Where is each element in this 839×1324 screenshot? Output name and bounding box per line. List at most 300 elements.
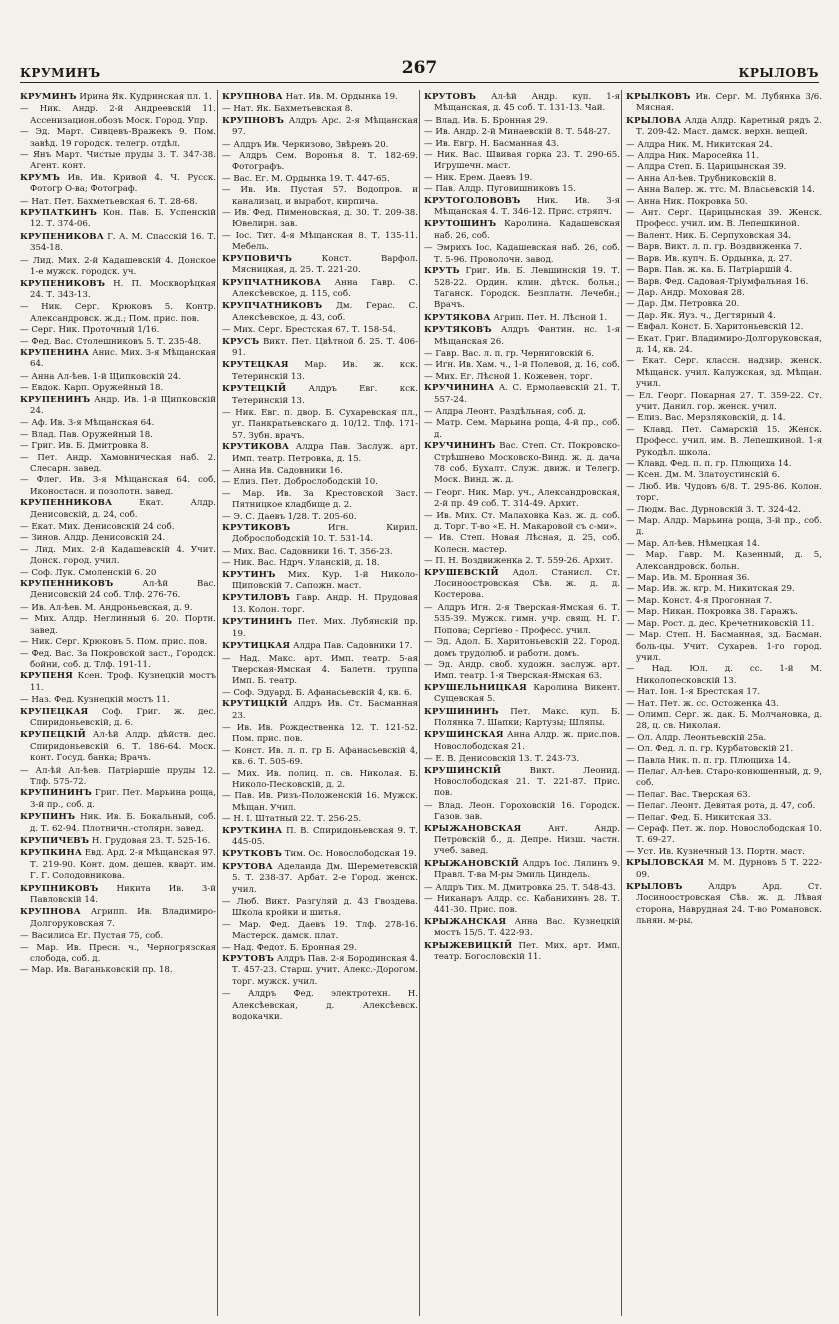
directory-entry [20,884,216,907]
directory-subentry: — Мар. Алдр. Марьина роща, 3-й пр., соб. д. [626,516,822,539]
directory-subentry: — Мих. Ив. полиц. п. св. Николая. Б. Николо-Песковскій, д. 2. [222,769,418,792]
entry-text: Алдръ Евг. кск. Тетеринскій 13. [232,384,418,406]
column-3 [424,92,620,1316]
surname: КРУПНОВА [222,92,283,102]
directory-subentry: — Алдръ Игн. 2-я Тверская-Ямская 6. Т. 535-39. Мужск. гимн. учр. свящ. Н. Г. Попова; Сергіево - Професс. учил. [424,603,620,637]
directory-entry [424,707,620,730]
directory-subentry: — Гавр. Вас. л. п. гр. Черниговскій 6. [424,349,620,360]
entry-text: Григ. Пет. Марьина роща, 3-й пр., соб. д. [30,788,216,810]
directory-subentry: — Мар. Ив. Пресн. ч., Черногрязская слобода, соб. д. [20,943,216,966]
running-head-right: КРЫЛОВЪ [738,66,819,80]
surname: КРУТИНИНЪ [222,617,293,628]
entry-text: Конст. Варфол. Мясницкая, д. 25. Т. 221-20. [232,253,418,276]
entry-text: Викт. Пет. Цвѣтной б. 25. Т. 406-91. [232,336,418,358]
surname: КРУШИНСКАЯ [424,730,504,741]
directory-subentry: — Соф. Лук. Смоленскій 6. 20 [20,568,216,579]
directory-subentry: — Мар. Ал-ѣев. Нѣмецкая 14. [626,539,822,550]
surname: КРУТЕЦКІЙ [222,384,287,395]
directory-entry [222,617,418,640]
surname: КРУПЕЦКАЯ [20,706,89,717]
directory-subentry: — Клавд. Пет. Самарскій 15. Женск. Професс. учил. им. В. Лепешкиной. 1-я Рукодѣл. школа. [626,425,822,459]
entry-text: Викт. Леонид. Новослободская 21. Т. 221-87. Прис. пов. [434,765,620,799]
directory-subentry: — Алдра Леонт. Раздѣльная, соб. д. [424,407,620,418]
directory-entry [626,92,822,115]
directory-subentry: — Люб. Викт. Разгуляй д. 43 Гвоздева. Школа кройки и шитья. [222,897,418,920]
directory-entry [424,383,620,406]
entry-text: Анна Вас. Кузнецкій мостъ 15/5. Т. 422-93. [434,916,620,939]
entry-text: Алдръ Ард. Ст. Лосиноостровская Сѣв. ж. д. Лѣвая сторона, Наврудная 24. Т-во Романовск. льнян. м-ры. [636,882,822,927]
directory-entry [20,836,216,847]
entry-text: Нат. Ив. М. Ордынка 19. [282,92,398,102]
surname: КРЫЖАНОВСКАЯ [424,823,522,834]
directory-subentry: — Наз. Фед. Кузнецкій мостъ 11. [20,695,216,706]
directory-subentry: — Мар. Степ. Н. Басманная, зд. Басман. боль-цы. Учит. Сухарев. 1-го город. учил. [626,630,822,664]
directory-subentry: — Янъ Март. Чистые пруды 3. Т. 347-38. Агент. конт. [20,150,216,173]
directory-entry [20,671,216,694]
directory-subentry: — Анна Валер. ж. ттс. М. Власьевскій 14. [626,185,822,196]
directory-entry [222,862,418,896]
surname: КРУСЪ [222,336,260,347]
surname: КРУШИНИНЪ [424,706,499,717]
directory-entry [222,92,418,103]
directory-subentry: — Анна Ник. Покровка 50. [626,197,822,208]
entry-text: Алдра Пав. Садовники 17. [290,641,413,652]
directory-subentry: — Фед. Вас. Столешниковъ 5. Т. 235-48. [20,337,216,348]
entry-text: Агрип. Пет. Н. Лѣсной 1. [490,312,608,323]
directory-subentry: — Варв. Викт. л. п. гр. Воздвиженка 7. [626,242,822,253]
directory-subentry: — Ант. Серг. Царицынская 39. Женск. Професс. учил. им. В. Лепешкиной. [626,208,822,231]
surname: КРУШИНСКІЙ [424,765,502,776]
directory-entry [20,498,216,521]
directory-subentry: — Мар. Ив. М. Бронная 36. [626,573,822,584]
surname: КРЫЛКОВЪ [626,92,691,102]
entry-text: Агрипп. Ив. Владимиро-Долгоруковская 7. [30,907,216,929]
directory-entry [222,593,418,616]
directory-entry [222,337,418,360]
directory-subentry: — Георг. Ник. Мар. уч., Александровская, 2-й пр. 49 соб. Т. 314-49. Архит. [424,488,620,511]
entry-text: Адол. Станисл. Ст. Лосиноостровская Сѣв. ж. д. д. Костерова. [434,567,620,601]
directory-subentry: — Григ. Ив. Б. Дмитровка 8. [20,441,216,452]
entry-text: Каролина Викент. Сущевская 5. [434,682,620,705]
surname: КРУПЕННИКОВЪ [20,579,114,590]
directory-subentry: — Зинов. Алдр. Денисовскій 24. [20,533,216,544]
directory-subentry: — Мар. Никан. Покровка 38. Гаражъ. [626,607,822,618]
entry-text: Г. А. М. Спасскій 16. Т. 354-18. [30,231,216,254]
surname: КРУТИЦКІЙ [222,699,288,710]
running-head-left: КРУМИНЪ [20,66,101,80]
directory-entry [20,730,216,764]
entry-text: Алдръ Іос. Лялинъ 9. Правл. Т-ва М-ры Эмиль Циндель. [434,858,620,881]
surname: КРУПНОВЪ [222,115,285,126]
directory-entry [20,788,216,811]
directory-entry [222,278,418,301]
directory-subentry: — Варв. Пав. ж. ка. Б. Патріаршій 4. [626,265,822,276]
entry-text: Евд. Ард. 2-я Мѣщанская 97. Т. 219-90. Конт. дом. дешев. кварт. им. Г. Г. Солодовникова. [30,848,216,882]
directory-entry [20,707,216,730]
surname: КРУТИЛОВЪ [222,593,291,604]
directory-subentry: — Пелаг. Вас. Тверская 63. [626,790,822,801]
directory-subentry: — Ив. Ив. Рождественка 12. Т. 121-52. Пом. прис. пов. [222,723,418,746]
surname: КРУПНИКОВЪ [20,883,99,894]
surname: КРУМЪ [20,172,60,183]
directory-subentry: — Сераф. Пет. ж. пор. Новослободская 10. Т. 69-27. [626,824,822,847]
directory-entry [424,683,620,706]
directory-subentry: — Ив. Степ. Новая Лѣсная, д. 25, соб. Колесн. мастер. [424,533,620,556]
directory-subentry: — Ел. Георг. Покарная 27. Т. 359-22. Ст. учит. Данил. гор. женск. учил. [626,391,822,414]
directory-subentry: — Люб. Ив. Чудовъ 6/8. Т. 295-86. Колон. торг. [626,482,822,505]
surname: КРУПЕНИНЪ [20,394,91,405]
directory-subentry: — Уст. Ив. Кузнечный 13. Портн. маст. [626,847,822,858]
directory-entry [222,442,418,465]
directory-subentry: — Ив. Ив. Пустая 57. Водопров. и канализац. и выработ. кирпича. [222,185,418,208]
directory-subentry: — Ив. Андр. 2-й Минаевскій 8. Т. 548-27. [424,127,620,138]
directory-subentry: — Мар. Гавр. М. Казенный, д. 5, Александровск. больн. [626,550,822,573]
entry-text: Аделаида Дм. Шереметевскій 5. Т. 238-37. Арбат. 2-е Город. женск. учил. [232,861,418,895]
directory-subentry: — Эд. Адол. Б. Харитоньевскій 22. Город. домъ трудолюб. и работн. домъ. [424,637,620,660]
directory-subentry: — Іос. Тит. 4-я Мѣщанская 8. Т. 135-11. Мебель. [222,231,418,254]
directory-entry [20,579,216,602]
directory-subentry: — Ник. Серг. Крюковъ 5. Контр. Александровск. ж.д.; Пом. прис. пов. [20,302,216,325]
directory-subentry: — Никанаръ Алдр. сс. Кабанихинъ 28. Т. 441-30. Прис. пов. [424,894,620,917]
entry-text: Ирина Як. Кудринская пл. 1. [76,92,212,102]
directory-subentry: — Дар. Як. Яуз. ч., Дегтярный 4. [626,311,822,322]
surname: КРУТИЦКАЯ [222,641,291,652]
directory-subentry: — Пелаг. Фед. Б. Никитская 33. [626,813,822,824]
surname: КРУТОГОЛОВОВЪ [424,195,521,206]
entry-text: Дм. Герас. С. Алексѣевское, д. 43, соб. [232,301,418,323]
directory-entry [626,858,822,881]
directory-subentry: — Ник. Вас. Швивая горка 23. Т. 290-65. Игрушечн. маст. [424,150,620,173]
directory-subentry: — Вас. Ег. М. Ордынка 19. Т. 447-65. [222,174,418,185]
surname: КРУТЕЦКАЯ [222,360,289,371]
entry-text: Н. П. Москворѣцкая 24. Т. 343-13. [30,278,216,300]
directory-subentry: — Фед. Вас. За Покровской заст., Городск. бойни, соб. д. Тлф. 191-11. [20,649,216,672]
surname: КРУПНОВА [20,907,81,918]
entry-text: Ксен. Троф. Кузнецкій мостъ 11. [30,671,216,693]
directory-subentry: — Лид. Мих. 2-й Кадашевскій 4. Учит. Донск. город. учил. [20,545,216,568]
directory-subentry: — Мих. Ег. Лѣсной 1. Кожевен. торг. [424,372,620,383]
entry-text: Ив. Серг. М. Лубянка 3/6. Мясная. [636,92,822,114]
directory-entry [222,849,418,860]
directory-subentry: — Мар. Ив. За Крестовской Заст. Пятницкое кладбище д. 2. [222,489,418,512]
entry-text: Н. Грудовая 23. Т. 525-16. [89,836,211,846]
directory-subentry: — Нат. Пет. Бахметьевская 6. Т. 28-68. [20,197,216,208]
entry-text: М. М. Дурновъ 5 Т. 222-09. [636,858,822,880]
directory-entry [20,173,216,196]
directory-subentry: — Алдра Степ. Б. Царицынская 39. [626,162,822,173]
directory-subentry: — Алдра Ник. Маросейка 11. [626,151,822,162]
column-divider [621,90,622,1316]
directory-entry [424,941,620,964]
directory-subentry: — Дар. Дм. Петровка 20. [626,299,822,310]
entry-text: Ал-ѣй Алдр. дѣйств. дес. Спиридоньевскій 6. Т. 186-64. Моск. конт. Госуд. банка; Врачъ. [30,730,216,764]
entry-text: Ник. Ив. 3-я Мѣщанская 4. Т. 346-12. Прис. стряпч. [434,195,620,218]
entry-text: Ив. Ив. Кривой 4. Ч. Русск. Фотогр О-ва; Фотограф. [30,172,216,195]
surname: КРУТИКОВА [222,442,290,453]
surname: КРУЧИНИНЪ [424,441,496,452]
directory-subentry: — Алдръ Тих. М. Дмитровка 25. Т. 548-43. [424,883,620,894]
directory-subentry: — Нат. Пет. ж. сс. Остоженка 43. [626,699,822,710]
directory-subentry: — Мих. Вас. Садовники 16. Т. 356-23. [222,547,418,558]
directory-subentry: — Нат. Як. Бахметьевская 8. [222,104,418,115]
directory-subentry: — Елиз. Вас. Мерзляковскій, д. 14. [626,413,822,424]
directory-entry [20,848,216,882]
entry-text: Тим. Ос. Новослободская 19. [282,849,417,860]
directory-subentry: — Соф. Эдуард. Б. Афанасьевскій 4, кв. 6. [222,688,418,699]
surname: КРУТКИНА [222,825,283,836]
entry-text: Ант. Андр. Петровскій б., д. Депре. Низш. частн. учеб. завед. [434,823,620,857]
entry-text: Григ. Ив. Б. Левшинскій 19. Т. 528-22. Ордин. клин. дѣтск. больн.; Таганск. Городск. Безплатн. Лечебн.; Врачъ. [434,266,620,311]
directory-subentry: — Эд. Март. Сивцевъ-Вражекъ 9. Пом. завѣд. 19 городск. телегр. отдѣл. [20,127,216,150]
directory-subentry: — Варв. Фед. Садовая-Тріумфальная 16. [626,277,822,288]
directory-subentry: — Алдръ Сем. Воронья 8. Т. 182-69. Фотографъ. [222,151,418,174]
directory-entry [20,348,216,371]
directory-subentry: — Пав. Ив. Ризъ-Положенскій 16. Мужск. Мѣщан. Учил. [222,791,418,814]
surname: КРЫЖАНСКАЯ [424,916,507,927]
directory-subentry: — Пав. Алдр. Пуговишниковъ 15. [424,184,620,195]
directory-subentry: — Ник. Евг. п. двор. Б. Сухаревская пл., уг. Панкратьевскаго д. 10/12. Тлф. 171-57. Зубн. врачъ. [222,408,418,442]
directory-subentry: — Василиса Ег. Пустая 75, соб. [20,931,216,942]
surname: КРУТКОВЪ [222,849,283,860]
directory-subentry: — Пелаг. Леонт. Девятая рота, д. 47, соб. [626,801,822,812]
directory-subentry: — Павла Ник. п. п. гр. Плющиха 14. [626,756,822,767]
entry-text: Игн. Кирил. Доброслободскій 10. Т. 531-14. [232,523,418,545]
directory-entry [424,766,620,800]
directory-entry [222,301,418,324]
directory-subentry: — Ал-ѣй Ал-ѣев. Патріаршіе пруды 12. Тлф. 575-72. [20,766,216,789]
directory-subentry: — Ксен. Дм. М. Златоустинскій 6. [626,470,822,481]
directory-subentry: — Ник. Ерем. Даевъ 19. [424,173,620,184]
column-2 [222,92,418,1316]
directory-subentry: — Пет. Андр. Хамовническая наб. 2. Слесарн. завед. [20,453,216,476]
entry-text: Ал-ѣй Вас. Денисовскій 24 соб. Тлф. 276-76. [30,579,216,601]
directory-entry [424,824,620,858]
directory-subentry: — Мар. Ив. Ваганьковскій пр. 18. [20,965,216,976]
directory-subentry: — Лид. Мих. 2-й Кадашевскій 4. Донское 1-е мужск. городск. уч. [20,256,216,279]
surname: КРУПОВИЧЪ [222,253,293,264]
directory-entry [424,92,620,115]
surname: КРЫЖЕВИЦКІЙ [424,940,513,951]
directory-entry [222,570,418,593]
directory-entry [424,441,620,487]
surname: КРУПЧАТНИКОВА [222,277,322,288]
surname: КРУТОВЪ [424,92,477,102]
column-divider [217,90,218,1316]
directory-subentry: — Анна Ив. Садовники 16. [222,466,418,477]
directory-entry [222,699,418,722]
directory-subentry: — Ник. Вас. Ндрч. Уланскій, д. 18. [222,558,418,569]
entry-text: Никита Ив. 3-й Павловскій 14. [30,883,216,906]
directory-entry [20,907,216,930]
surname: КРУТИНЪ [222,569,276,580]
surname: КРУТИКОВЪ [222,523,291,534]
directory-subentry: — Над. Макс. арт. Имп. театр. 5-ая Тверская-Ямская 4. Балетн. труппа Имп. Б. театр. [222,654,418,688]
entry-text: Ал-ѣй Андр. куп. 1-я Мѣщанская, д. 45 соб. Т. 131-13. Чай. [434,92,620,114]
directory-entry [222,384,418,407]
entry-text: Андр. Ив. 1-й Щипковскій 24. [30,394,216,416]
entry-text: Пет. Мих. арт. Имп. театр. Богословскій 11. [434,940,620,963]
directory-entry [222,954,418,988]
directory-subentry: — П. Н. Воздвиженка 2. Т. 559-26. Архит. [424,556,620,567]
directory-entry [20,279,216,302]
entry-text: Пет. Макс. куп. Б. Полянка 7. Шапки; Картузы; Шляпы. [434,706,620,728]
directory-subentry: — Эд. Андр. своб. художн. заслуж. арт. Имп. театр. 1-я Тверская-Ямская 63. [424,660,620,683]
directory-subentry: — Мар. Рост. д. дес. Кречетниковскій 11. [626,619,822,630]
directory-subentry: — Игн. Ив. Хам. ч., 1-й Полевой, д. 16, соб. [424,360,620,371]
directory-subentry: — Эмрихъ Іос. Кадашевская наб. 26, соб. Т. 5-96. Проволочн. завод. [424,243,620,266]
directory-subentry: — Над. Юл. д. сс. 1-й М. Николопесковскій 13. [626,664,822,687]
entry-text: Мар. Ив. ж. кск. Тетеринскій 13. [232,360,418,382]
directory-subentry: — Е. В. Денисовскій 13. Т. 243-73. [424,754,620,765]
directory-entry [424,196,620,219]
entry-text: Кон. Пав. Б. Успенскій 12. Т. 374-06. [30,208,216,230]
entry-text: А. С. Ермолаевскій 21. Т. 557-24. [434,383,620,405]
directory-entry [222,523,418,546]
page-header [20,58,819,80]
directory-entry [424,859,620,882]
directory-entry [222,360,418,383]
entry-text: Алдръ Арс. 2-я Мѣщанская 97. [232,115,418,138]
directory-subentry: — Евфал. Конст. Б. Харитоньевскій 12. [626,322,822,333]
surname: КРУПЕНИКОВЪ [20,278,106,289]
entry-text: Анна Гавр. С. Алексѣевское, д. 115, соб. [232,277,418,299]
directory-subentry: — Мар. Фед. Даевъ 19. Тлф. 278-16. Мастерск. дамск. плат. [222,920,418,943]
surname: КРУПКИНА [20,848,83,859]
directory-entry [424,917,620,940]
surname: КРУЧИНИНА [424,383,495,394]
surname: КРУШЕВСКІЙ [424,567,499,578]
directory-entry [626,116,822,139]
directory-subentry: — Алдръ Ив. Черкизово, Звѣревъ 20. [222,140,418,151]
entry-text: Алдръ Пав. 2-я Бородинская 4. Т. 457-23. Старш. учит. Алекс.-Дорогом. торг. мужск. учил. [232,954,418,987]
directory-subentry: — Мар. Ив. ж. кгр. М. Никитская 29. [626,584,822,595]
directory-subentry: — Аф. Ив. 3-я Мѣщанская 64. [20,418,216,429]
directory-subentry: — Серг. Ник. Проточный 1/16. [20,325,216,336]
directory-subentry: — Ол. Фед. л. п. гр. Курбатовскій 21. [626,744,822,755]
surname: КРУПЧАТНИКОВЪ [222,301,323,312]
entry-text: Алдръ Ив. Ст. Басманная 23. [232,699,418,721]
surname: КРУТОВЪ [222,954,275,965]
entry-text: Алдръ Фантин. нс. 1-я Мѣщанская 26. [434,325,620,347]
directory-subentry: — Ив. Мих. Ст. Малаховка Каз. ж. д. соб. д. Торг. Т-во «Е. Н. Макаровой съ с-ми». [424,511,620,534]
directory-subentry: — Екат. Григ. Владимиро-Долгоруковская, д. 14, кв. 24. [626,334,822,357]
surname: КРУТЯКОВА [424,312,491,323]
directory-subentry: — Ник. Андр. 2-й Андреевскій 11. Ассенизацион.обозъ Моск. Город. Упр. [20,104,216,127]
surname: КРУПЕНИНА [20,347,90,358]
directory-subentry: — Нат. Іон. 1-я Брестская 17. [626,687,822,698]
surname: КРУТОВА [222,861,273,872]
directory-subentry: — Ол. Алдр. Леонтьевскій 25а. [626,733,822,744]
entry-text: Екат. Алдр. Денисовскій, д. 24, соб. [30,498,216,520]
directory-subentry: — Матр. Сем. Марьина роща, 4-й пр., соб. д. [424,418,620,441]
directory-subentry: — Екат. Серг. классн. надзир. женск. Мѣщанск. учил. Калужская, зд. Мѣщан. учил. [626,356,822,390]
directory-entry [20,208,216,231]
directory-subentry: — Ник. Серг. Крюковъ 5. Пом. прис. пов. [20,637,216,648]
surname: КРЫЛОВСКАЯ [626,858,705,869]
directory-subentry: — Влад. Ив. Б. Бронная 29. [424,116,620,127]
surname: КРУТЯКОВЪ [424,325,492,336]
directory-entry [626,882,822,928]
directory-subentry: — Влад. Пав. Оружейный 18. [20,430,216,441]
directory-subentry: — Ив. Евгр. Н. Басманная 43. [424,139,620,150]
directory-entry [20,232,216,255]
surname: КРЫЛОВЪ [626,882,683,893]
entry-text: Мих. Кур. 1-й Николо-Щиповскій 7. Сапожн. маст. [232,569,418,592]
directory-subentry: — Пелаг. Ал-ѣев. Старо-конюшенный, д. 9, соб. [626,767,822,790]
surname: КРУПИНИНЪ [20,788,92,799]
entry-text: Ник. Ив. Б. Бокальный, соб. д. Т. 62-94. Плотничн.-столярн. завед. [30,812,216,834]
directory-subentry: — Ив. Ал-ѣев. М. Андроньевская, д. 9. [20,603,216,614]
entry-text: П. В. Спиридоньевская 9. Т. 445-05. [232,825,418,847]
surname: КРУТОШИНЪ [424,219,497,230]
entry-text: Каролина. Кадашевская наб. 26, соб. [434,219,620,241]
entry-text: Пет. Мих. Лубянскій пр. 19. [232,617,418,639]
directory-subentry: — Анна Ал-ѣев. Трубниковскій 8. [626,174,822,185]
directory-subentry: — Ив. Фед. Пименовская, д. 30. Т. 209-38. Ювелирн. зав. [222,208,418,231]
entry-text: Вас. Степ. Ст. Покровско-Стрѣшнево Московско-Винд. ж. д. дача 78 соб. Бухалт. Служ. движ. и Телегр. Моск. Винд. ж. д. [434,441,620,486]
directory-subentry: — Э. С. Даевъ 1/28. Т. 205-60. [222,512,418,523]
directory-subentry: — Алдра Ник. М. Никитская 24. [626,140,822,151]
surname: КРУПЕНИКОВА [20,231,104,242]
surname: КРУПЕНЯ [20,671,74,682]
directory-entry [424,313,620,324]
directory-subentry: — Клавд. Фед. п. п. гр. Плющиха 14. [626,459,822,470]
entry-text: Гавр. Андр. Н. Прудовая 13. Колон. торг. [232,593,418,615]
surname: КРУПЕЦКІЙ [20,730,86,741]
directory-subentry: — Алдръ Фед. электротехн. Н. Алексѣевская, д. Алексѣевск. водокачки. [222,989,418,1023]
directory-entry [20,92,216,103]
directory-subentry: — Мих. Алдр. Неглинный 6. 20. Портн. завед. [20,614,216,637]
directory-subentry: — Дар. Андр. Моховая 28. [626,288,822,299]
directory-subentry: — Елиз. Пет. Доброслободскій 10. [222,477,418,488]
entry-text: Соф. Григ. ж. дес. Спиридоньевскій, д. 6. [30,706,216,728]
directory-entry [424,568,620,602]
directory-subentry: — Над. Федот. Б. Бронная 29. [222,943,418,954]
directory-entry [222,116,418,139]
surname: КРУТЬ [424,266,460,277]
directory-subentry: — Мар. Конст. 4-я Прогонная 7. [626,596,822,607]
surname: КРЫЖАНОВСКІЙ [424,858,519,869]
directory-subentry: — Анна Ал-ѣев. 1-й Щипковскій 24. [20,372,216,383]
directory-subentry: — Мих. Серг. Брестская 67. Т. 158-54. [222,325,418,336]
directory-entry [222,641,418,652]
directory-subentry: — Флег. Ив. 3-я Мѣщанская 64. соб. Иконостасн. и позолотн. завед. [20,475,216,498]
surname: КРУПИНЪ [20,812,76,823]
column-4 [626,92,822,1316]
directory-entry [424,266,620,312]
directory-subentry: — Конст. Ив. л. п. гр Б. Афанасьевскій 4, кв. 6. Т. 505-69. [222,746,418,769]
surname: КРУМИНЪ [20,92,77,102]
directory-subentry: — Евдок. Карп. Оружейный 18. [20,383,216,394]
directory-entry [424,219,620,242]
column-1 [20,92,216,1316]
surname: КРУПЕННИКОВА [20,498,113,509]
entry-text: Анис. Мих. 3-я Мѣщанская 64. [30,347,216,370]
directory-subentry: — Екат. Мих. Денисовскій 24 соб. [20,522,216,533]
directory-entry [20,812,216,835]
directory-entry [222,254,418,277]
entry-text: Алдра Пав. Заслуж. арт. Имп. театр. Петровка, д. 15. [232,442,418,464]
column-divider [419,90,420,1316]
directory-subentry: — Н. І. Штатный 22. Т. 256-25. [222,814,418,825]
directory-subentry: — Людм. Вас. Дурновскій 3. Т. 324-42. [626,505,822,516]
directory-subentry: — Олимп. Серг. ж. дак. Б. Молчановка, д. 28, ц. св. Николая. [626,710,822,733]
page-number: 267 [401,58,438,78]
directory-subentry: — Валент. Ник. Б. Серпуховская 34. [626,231,822,242]
directory-subentry: — Варв. Ив. купч. Б. Ордынка, д. 27. [626,254,822,265]
directory-entry [222,826,418,849]
surname: КРУПАТКИНЪ [20,208,98,219]
